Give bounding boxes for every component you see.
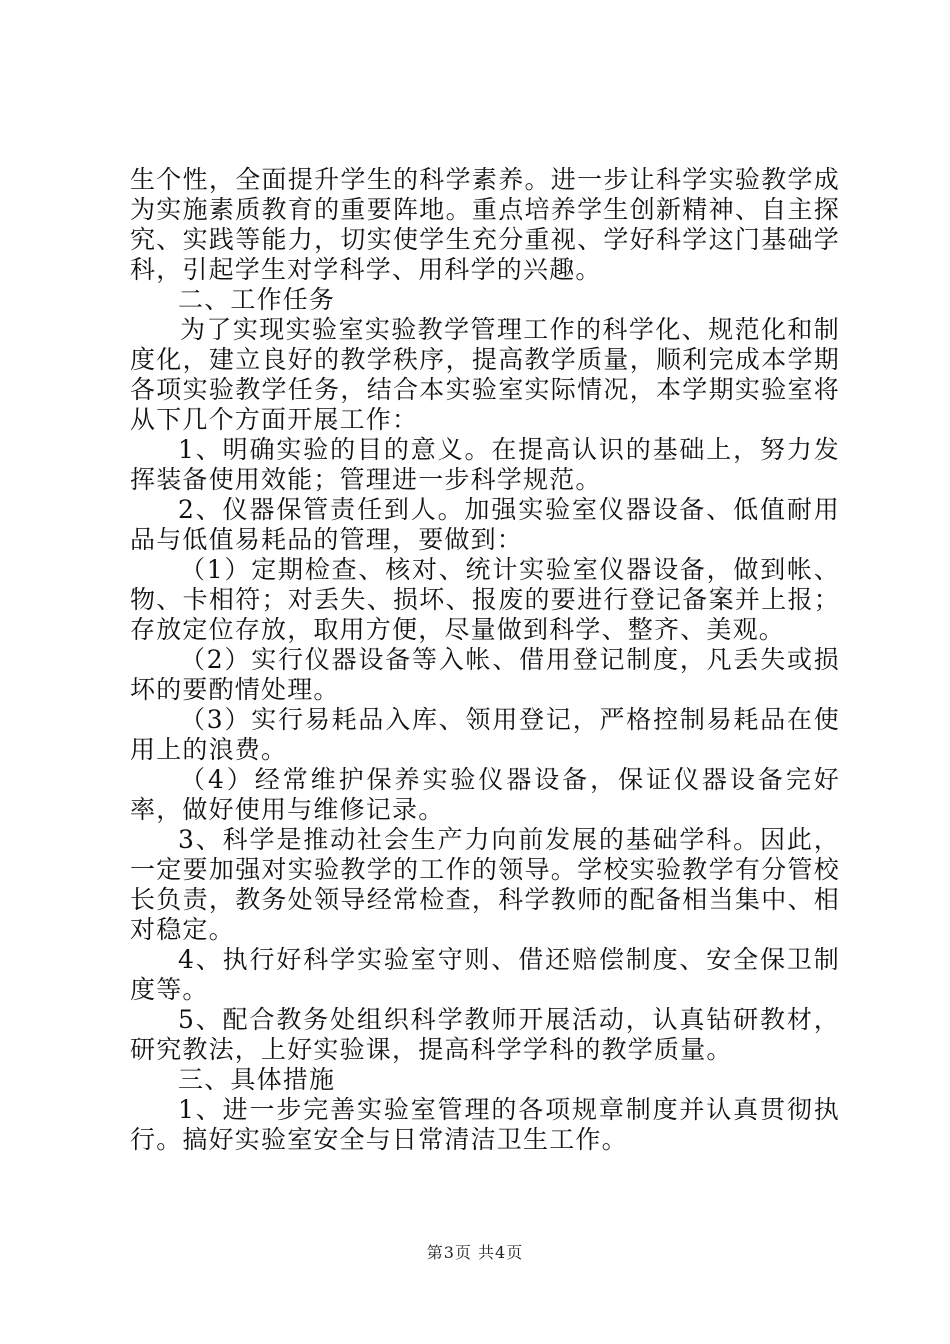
paragraph-subitem-3: （3）实行易耗品入库、领用登记，严格控制易耗品在使用上的浪费。: [130, 705, 840, 764]
paragraph-item-2: 2、仪器保管责任到人。加强实验室仪器设备、低值耐用品与低值易耗品的管理，要做到：: [130, 495, 840, 554]
paragraph-measure-1: 1、进一步完善实验室管理的各项规章制度并认真贯彻执行。搞好实验室安全与日常清洁卫生工作。: [130, 1095, 840, 1154]
paragraph-item-3: 3、科学是推动社会生产力向前发展的基础学科。因此，一定要加强对实验教学的工作的领导。学校实验教学有分管校长负责，教务处领导经常检查，科学教师的配备相当集中、相对稳定。: [130, 825, 840, 944]
paragraph-subitem-4: （4）经常维护保养实验仪器设备，保证仪器设备完好率，做好使用与维修记录。: [130, 765, 840, 824]
paragraph-subitem-2: （2）实行仪器设备等入帐、借用登记制度，凡丢失或损坏的要酌情处理。: [130, 645, 840, 704]
paragraph-item-4: 4、执行好科学实验室守则、借还赔偿制度、安全保卫制度等。: [130, 945, 840, 1004]
paragraph-work-tasks-intro: 为了实现实验室实验教学管理工作的科学化、规范化和制度化，建立良好的教学秩序，提高教学质量，顺利完成本学期各项实验教学任务，结合本实验室实际情况，本学期实验室将从下几个方面开展工作：: [130, 315, 840, 434]
paragraph-intro-continued: 生个性，全面提升学生的科学素养。进一步让科学实验教学成为实施素质教育的重要阵地。重点培养学生创新精神、自主探究、实践等能力，切实使学生充分重视、学好科学这门基础学科，引起学生对学科学、用科学的兴趣。: [130, 165, 840, 284]
paragraph-item-1: 1、明确实验的目的意义。在提高认识的基础上，努力发挥装备使用效能；管理进一步科学规范。: [130, 435, 840, 494]
document-body: [130, 165, 840, 1155]
page-footer: 第3页 共4页: [426, 1243, 524, 1262]
paragraph-item-5: 5、配合教务处组织科学教师开展活动，认真钻研教材，研究教法，上好实验课，提高科学学科的教学质量。: [130, 1005, 840, 1064]
section-heading-measures: 三、具体措施: [178, 1065, 336, 1094]
section-heading-work-tasks: 二、工作任务: [178, 285, 336, 314]
paragraph-subitem-1: （1）定期检查、核对、统计实验室仪器设备，做到帐、物、卡相符；对丢失、损坏、报废的要进行登记备案并上报；存放定位存放，取用方便，尽量做到科学、整齐、美观。: [130, 555, 840, 644]
